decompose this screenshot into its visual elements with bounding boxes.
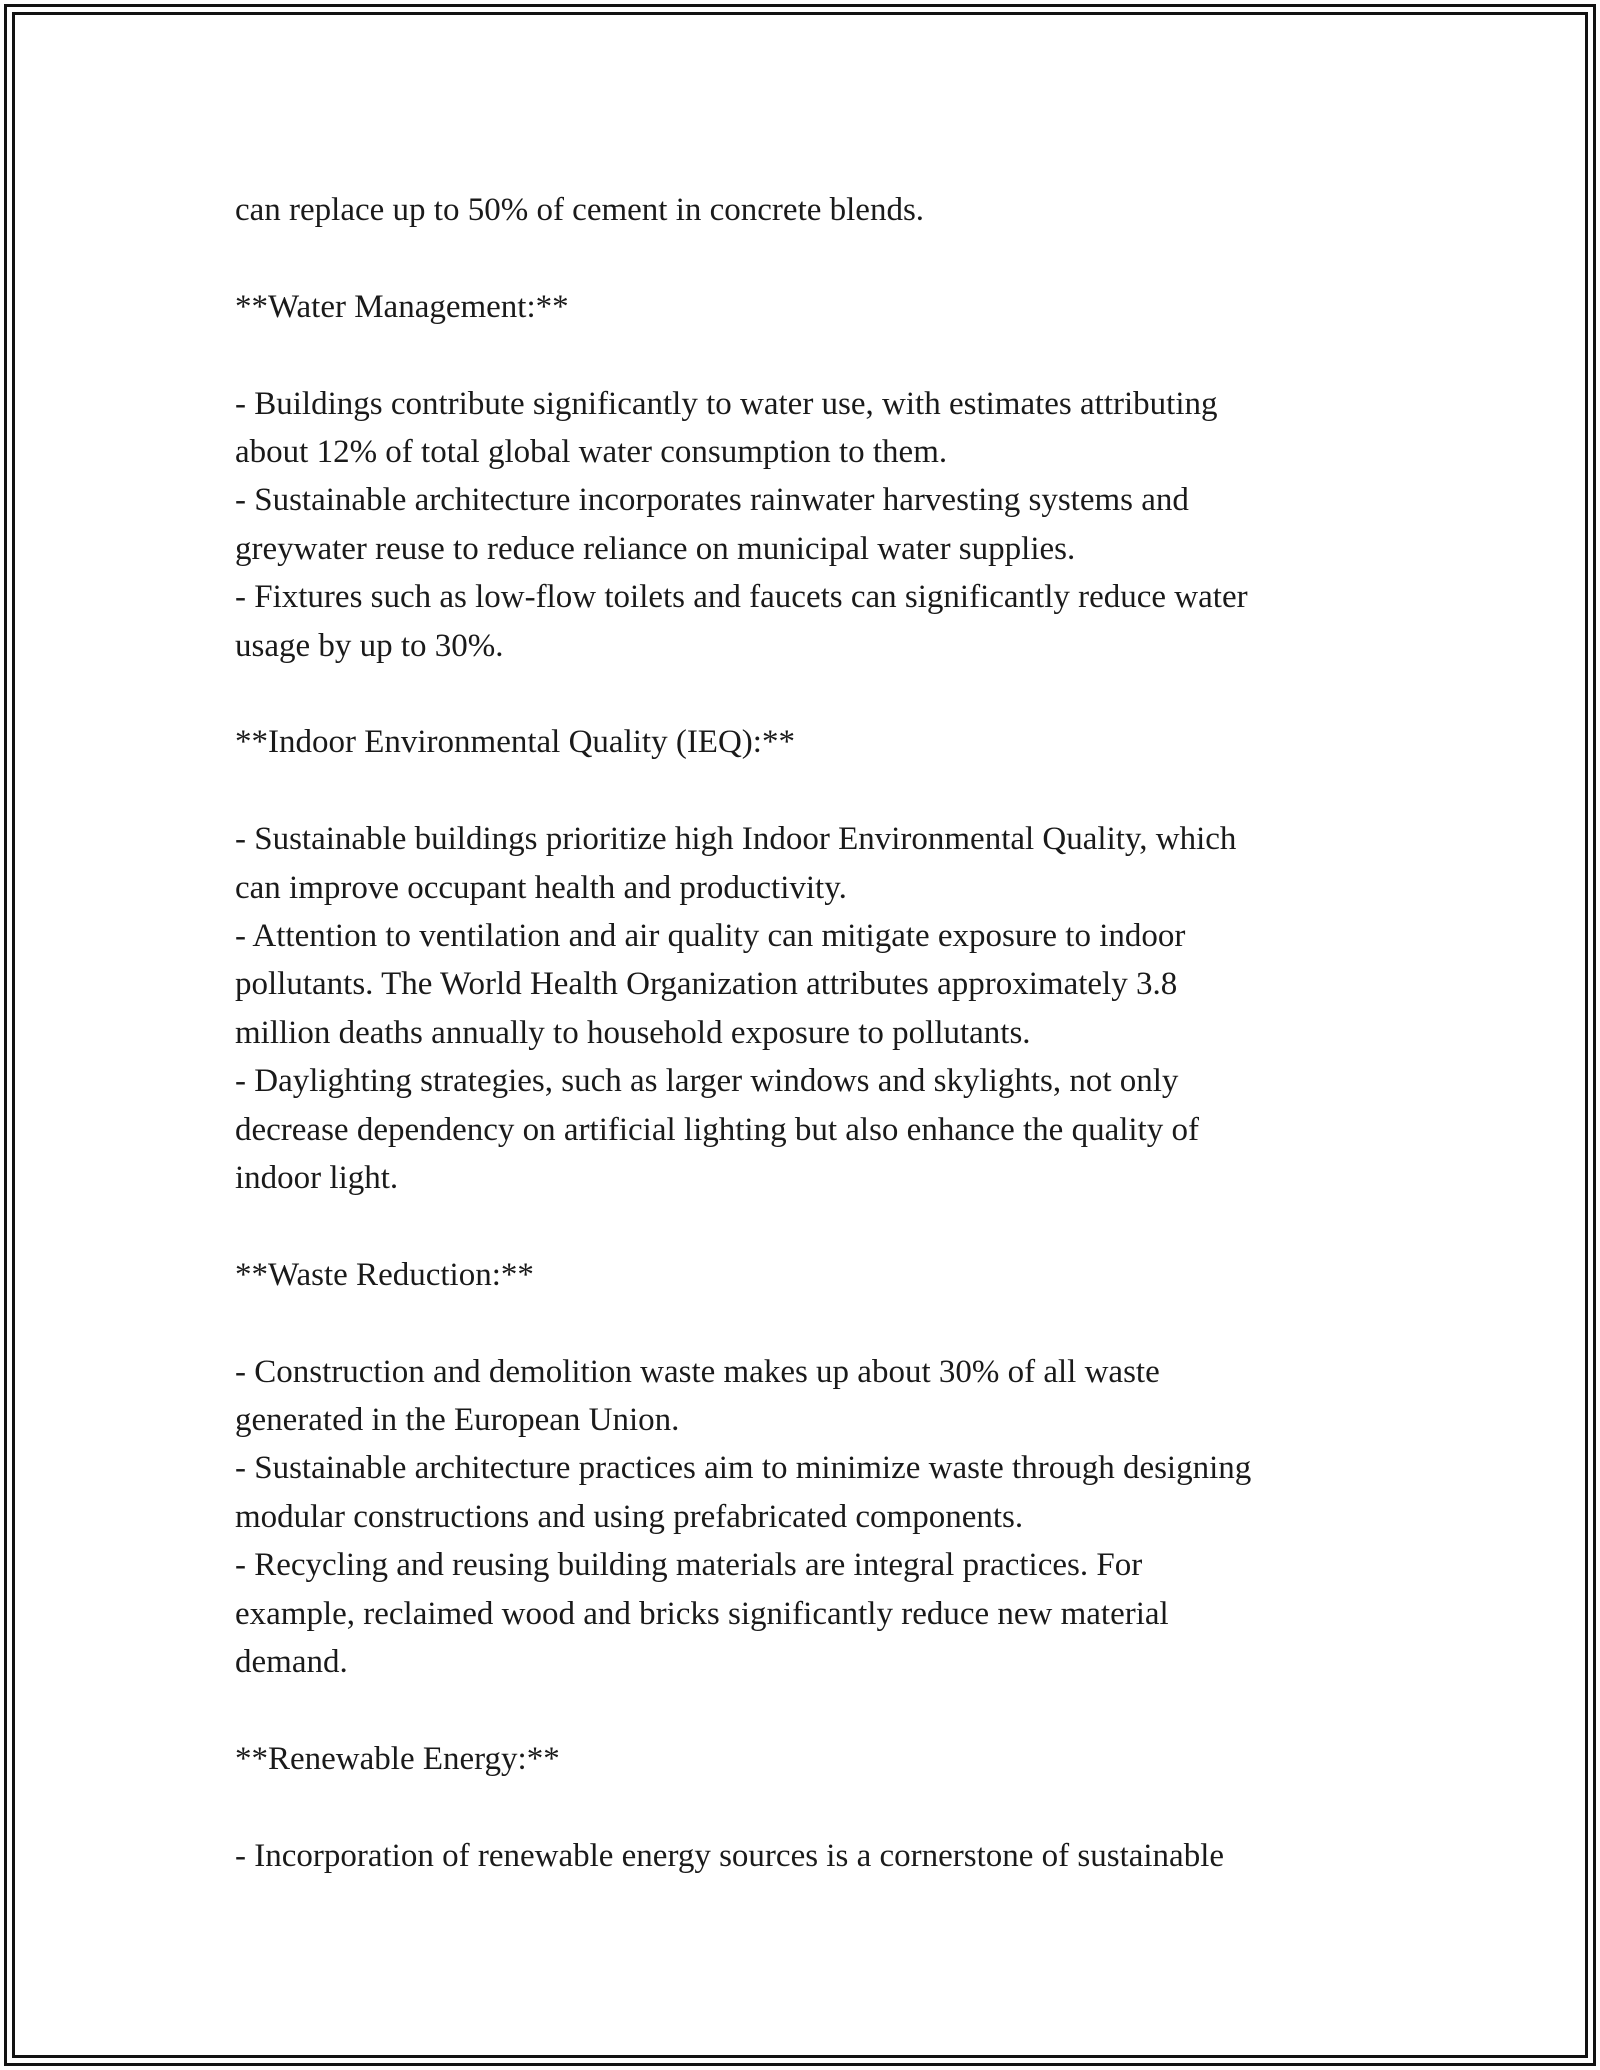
text-line: greywater reuse to reduce reliance on municipal water supplies. bbox=[235, 530, 1076, 567]
text-line: pollutants. The World Health Organization attributes approximately 3.8 bbox=[235, 966, 1178, 1003]
section-heading-water-management: **Water Management:** bbox=[235, 288, 569, 325]
blank-line bbox=[235, 1299, 1405, 1347]
text-line: usage by up to 30%. bbox=[235, 627, 504, 664]
text-line: - Buildings contribute significantly to water use, with estimates attributing bbox=[235, 385, 1218, 422]
text-line: - Fixtures such as low-flow toilets and faucets can significantly reduce water bbox=[235, 579, 1248, 616]
section-heading-renewable-energy: **Renewable Energy:** bbox=[235, 1740, 560, 1777]
text-line: modular constructions and using prefabricated components. bbox=[235, 1498, 1024, 1535]
section-heading-ieq: **Indoor Environmental Quality (IEQ):** bbox=[235, 724, 795, 761]
text-line: - Sustainable buildings prioritize high Indoor Environmental Quality, which bbox=[235, 821, 1237, 858]
blank-line bbox=[235, 670, 1405, 718]
text-line: - Construction and demolition waste makes up about 30% of all waste bbox=[235, 1353, 1160, 1390]
section-heading-waste-reduction: **Waste Reduction:** bbox=[235, 1256, 534, 1293]
text-line: million deaths annually to household exposure to pollutants. bbox=[235, 1014, 1031, 1051]
blank-line bbox=[235, 331, 1405, 379]
blank-line bbox=[235, 767, 1405, 815]
text-line: - Recycling and reusing building materials are integral practices. For bbox=[235, 1547, 1143, 1584]
text-line: can improve occupant health and productivity. bbox=[235, 869, 847, 906]
text-line: about 12% of total global water consumption to them. bbox=[235, 434, 948, 470]
text-line: - Attention to ventilation and air quality can mitigate exposure to indoor bbox=[235, 918, 1186, 955]
blank-line bbox=[235, 1783, 1405, 1831]
text-line: - Daylighting strategies, such as larger windows and skylights, not only bbox=[235, 1063, 1179, 1100]
text-line: - Sustainable architecture incorporates rainwater harvesting systems and bbox=[235, 482, 1189, 519]
document-body bbox=[235, 186, 1405, 1880]
text-line: example, reclaimed wood and bricks significantly reduce new material bbox=[235, 1595, 1169, 1632]
blank-line bbox=[235, 234, 1405, 282]
text-line: generated in the European Union. bbox=[235, 1402, 680, 1439]
text-line: indoor light. bbox=[235, 1160, 399, 1197]
text-line: can replace up to 50% of cement in concrete blends. bbox=[235, 192, 925, 228]
text-line: - Incorporation of renewable energy sources is a cornerstone of sustainable bbox=[235, 1837, 1225, 1874]
text-line: decrease dependency on artificial lighting but also enhance the quality of bbox=[235, 1111, 1199, 1148]
blank-line bbox=[235, 1687, 1405, 1735]
text-line: - Sustainable architecture practices aim to minimize waste through designing bbox=[235, 1450, 1252, 1487]
blank-line bbox=[235, 1202, 1405, 1250]
text-line: demand. bbox=[235, 1644, 348, 1681]
